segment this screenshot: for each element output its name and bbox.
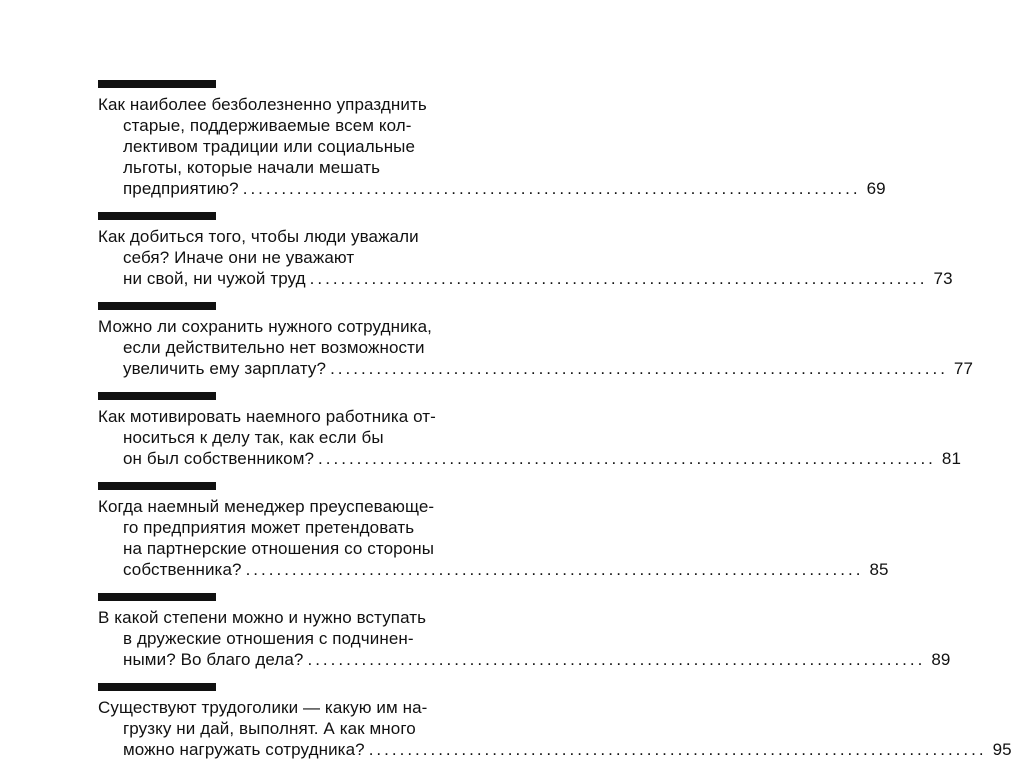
- entry-line: Как наиболее безболезненно упразднить: [98, 95, 427, 114]
- entry-line: Можно ли сохранить нужного сотрудника,: [98, 317, 432, 336]
- section-bar: [98, 302, 216, 310]
- entry-line: грузку ни дай, выполнят. А как много: [123, 719, 416, 738]
- page-number: 77: [953, 359, 974, 378]
- entry-line: он был собственником?: [123, 449, 315, 468]
- toc-entry[interactable]: [98, 482, 889, 580]
- page-number: 73: [933, 269, 953, 288]
- entry-last-line: [98, 358, 974, 379]
- section-bar: [98, 212, 216, 220]
- dot-leader: ................................................................................: [368, 740, 987, 759]
- entry-last-line: [98, 559, 889, 580]
- page-number: 69: [866, 179, 886, 198]
- entry-line: предприятию?: [123, 179, 239, 198]
- entry-line: старые, поддерживаемые всем кол-: [123, 116, 412, 135]
- table-of-contents: [98, 80, 1012, 773]
- entry-line: Когда наемный менеджер преуспевающе-: [98, 497, 435, 516]
- section-bar: [98, 482, 216, 490]
- entry-line: увеличить ему зарплату?: [123, 359, 327, 378]
- entry-line: ными? Во благо дела?: [123, 650, 304, 669]
- entry-line: Существуют трудоголики — какую им на-: [98, 698, 428, 717]
- entry-line: можно нагружать сотрудника?: [123, 740, 365, 759]
- entry-line: носиться к делу так, как если бы: [123, 428, 384, 447]
- entry-last-line: [98, 649, 951, 670]
- dot-leader: ................................................................................: [307, 650, 926, 669]
- toc-entry[interactable]: [98, 80, 886, 199]
- entry-text: [98, 316, 974, 379]
- entry-text: [98, 406, 962, 469]
- section-bar: [98, 392, 216, 400]
- toc-entry[interactable]: [98, 212, 953, 289]
- entry-line: Как мотивировать наемного работника от-: [98, 407, 436, 426]
- page-number: 89: [931, 650, 951, 669]
- entry-last-line: [98, 739, 1012, 760]
- page-number: 81: [941, 449, 962, 468]
- entry-text: [98, 496, 889, 580]
- entry-line: себя? Иначе они не уважают: [123, 248, 355, 267]
- entry-line: собственника?: [123, 560, 242, 579]
- entry-last-line: [98, 178, 886, 199]
- entry-last-line: [98, 448, 962, 469]
- entry-last-line: [98, 268, 953, 289]
- entry-line: Как добиться того, чтобы люди уважали: [98, 227, 419, 246]
- toc-entry[interactable]: [98, 683, 1012, 760]
- toc-entry[interactable]: [98, 302, 974, 379]
- page-number: 85: [869, 560, 889, 579]
- section-bar: [98, 683, 216, 691]
- entry-text: [98, 697, 1012, 760]
- entry-line: в дружеские отношения с подчинен-: [123, 629, 414, 648]
- entry-line: если действительно нет возможности: [123, 338, 425, 357]
- page-number: 95: [992, 740, 1012, 759]
- dot-leader: ................................................................................: [309, 269, 928, 288]
- dot-leader: ................................................................................: [245, 560, 864, 579]
- entry-line: В какой степени можно и нужно вступать: [98, 608, 427, 627]
- dot-leader: ................................................................................: [330, 359, 948, 378]
- section-bar: [98, 593, 216, 601]
- entry-line: на партнерские отношения со стороны: [123, 539, 435, 558]
- toc-entry[interactable]: [98, 392, 962, 469]
- dot-leader: ................................................................................: [318, 449, 936, 468]
- toc-entry[interactable]: [98, 593, 951, 670]
- entry-text: [98, 226, 953, 289]
- entry-text: [98, 94, 886, 199]
- entry-line: лективом традиции или социальные: [123, 137, 416, 156]
- entry-line: го предприятия может претендовать: [123, 518, 415, 537]
- entry-text: [98, 607, 951, 670]
- dot-leader: ................................................................................: [242, 179, 861, 198]
- entry-line: ни свой, ни чужой труд: [123, 269, 306, 288]
- entry-line: льготы, которые начали мешать: [123, 158, 381, 177]
- section-bar: [98, 80, 216, 88]
